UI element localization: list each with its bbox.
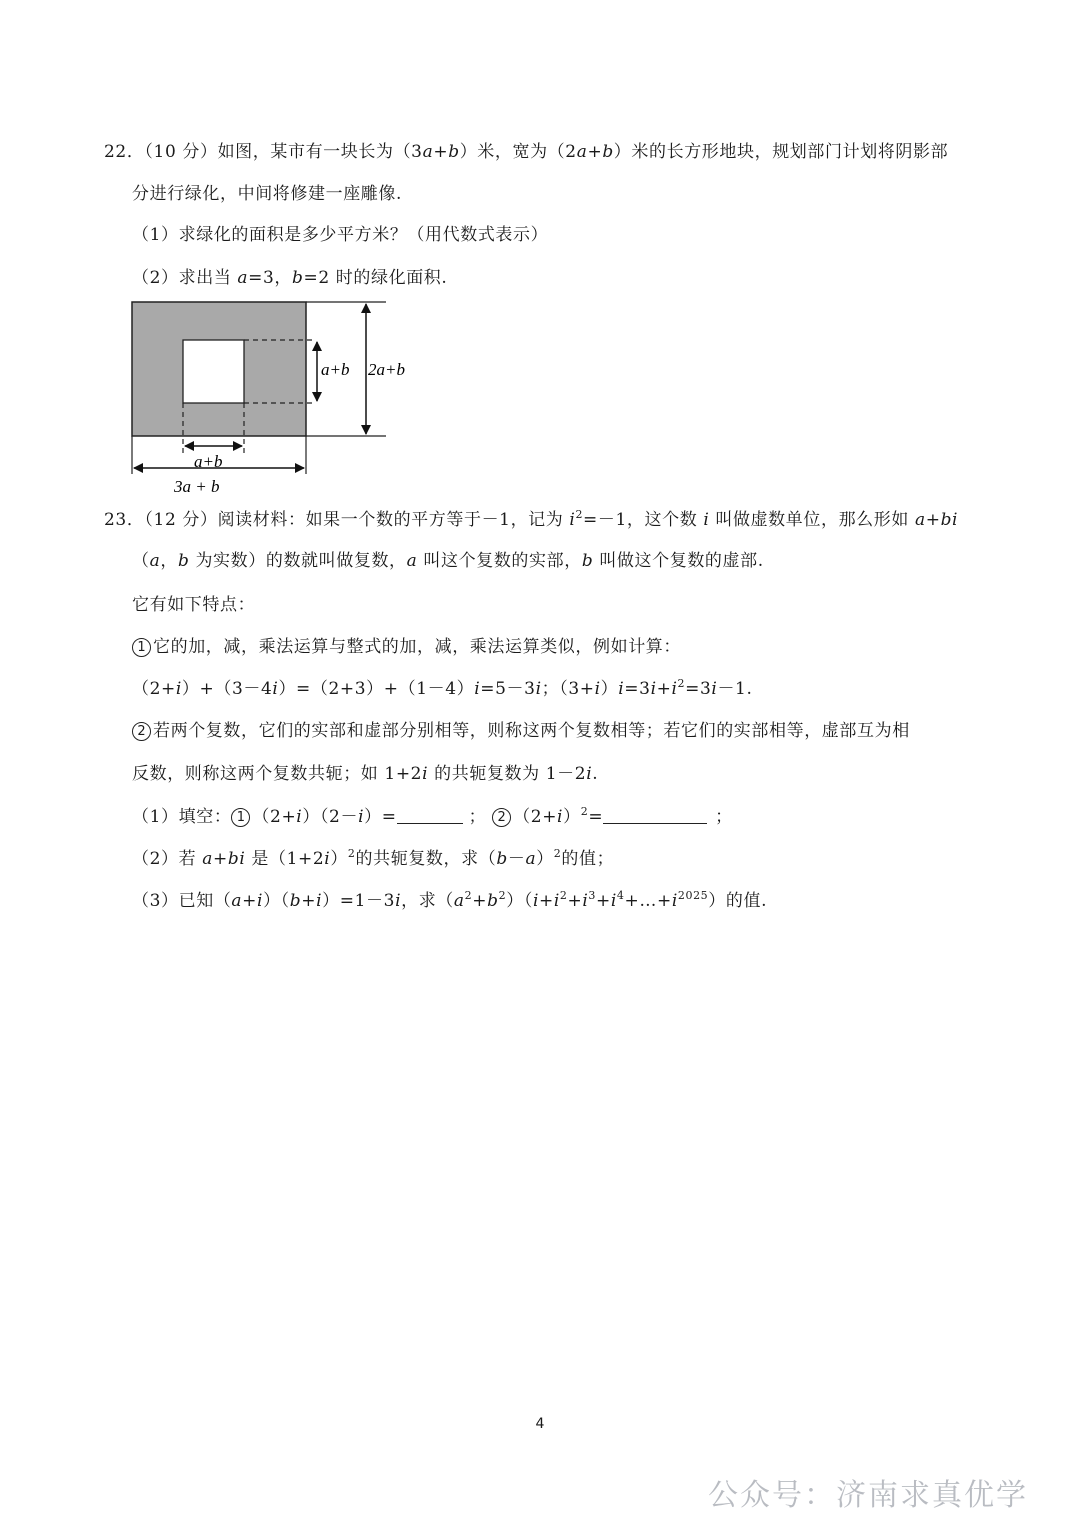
q22-line2: 分进行绿化，中间将修建一座雕像. (132, 184, 403, 204)
q23-feature2-cont: 反数，则称这两个复数共轭；如 1+2i 的共轭复数为 1－2i. (132, 764, 599, 784)
answer-blank-2[interactable] (603, 807, 707, 824)
q23-feature2: 2 若两个复数，它们的实部和虚部分别相等，则称这两个复数相等；若它们的实部相等，虚部互为相 (132, 720, 910, 742)
q22-part1: （1）求绿化的面积是多少平方米？（用代数式表示） (132, 225, 549, 245)
label-inner-height: a+b (321, 360, 350, 379)
label-outer-width: 3a + b (174, 477, 220, 496)
watermark: 公众号：济南求真优学 (708, 1478, 1028, 1513)
q23-line1: 23．（12 分）阅读材料：如果一个数的平方等于－1，记为 $i^2=-1$，这个数 i 叫做虚数单位，那么形如 a+bi (104, 508, 959, 530)
circled-number-1: 1 (132, 638, 151, 657)
q23-part3: （3）已知（a+i）（b+i）=1－3i，求$(a^2+b^2)(i+i^2+i^3+i^4+\dots+i^{2025})$的值. (132, 889, 768, 911)
page-number: 4 (535, 1416, 545, 1432)
q23-part2: （2）若 a+bi 是$(1+2i)^2$的共轭复数，求$(b-a)^2$的值； (132, 847, 615, 869)
q22-diagram (120, 296, 440, 506)
answer-blank-1[interactable] (397, 807, 463, 824)
q23-line2: （a，b 为实数）的数就叫做复数，a 叫这个复数的实部，b 叫做这个复数的虚部. (132, 551, 764, 571)
label-inner-width: a+b (194, 452, 223, 471)
q22-line1: 22．（10 分）如图，某市有一块长为（3a+b）米，宽为（2a+b）米的长方形地块，规划部门计划将阴影部 (104, 142, 949, 162)
statue-square (183, 340, 244, 403)
label-outer-height: 2a+b (368, 360, 405, 379)
q23-part1: （1）填空： 1 （2+i）（2－i）= ； 2 $(2+i)^2=$ ； (132, 805, 733, 827)
circled-number-2: 2 (132, 722, 151, 741)
q23-line3: 它有如下特点： (132, 595, 256, 615)
q23-example: （2+i）+（3－4i）=（2+3）+（1－4）i=5－3i；$(3+i)i=3i+i^2=3i-1$. (132, 677, 753, 699)
q22-part2: （2）求出当 a=3，b=2 时的绿化面积. (132, 268, 448, 288)
q23-feature1: 1 它的加，减，乘法运算与整式的加，减，乘法运算类似，例如计算： (132, 636, 681, 658)
